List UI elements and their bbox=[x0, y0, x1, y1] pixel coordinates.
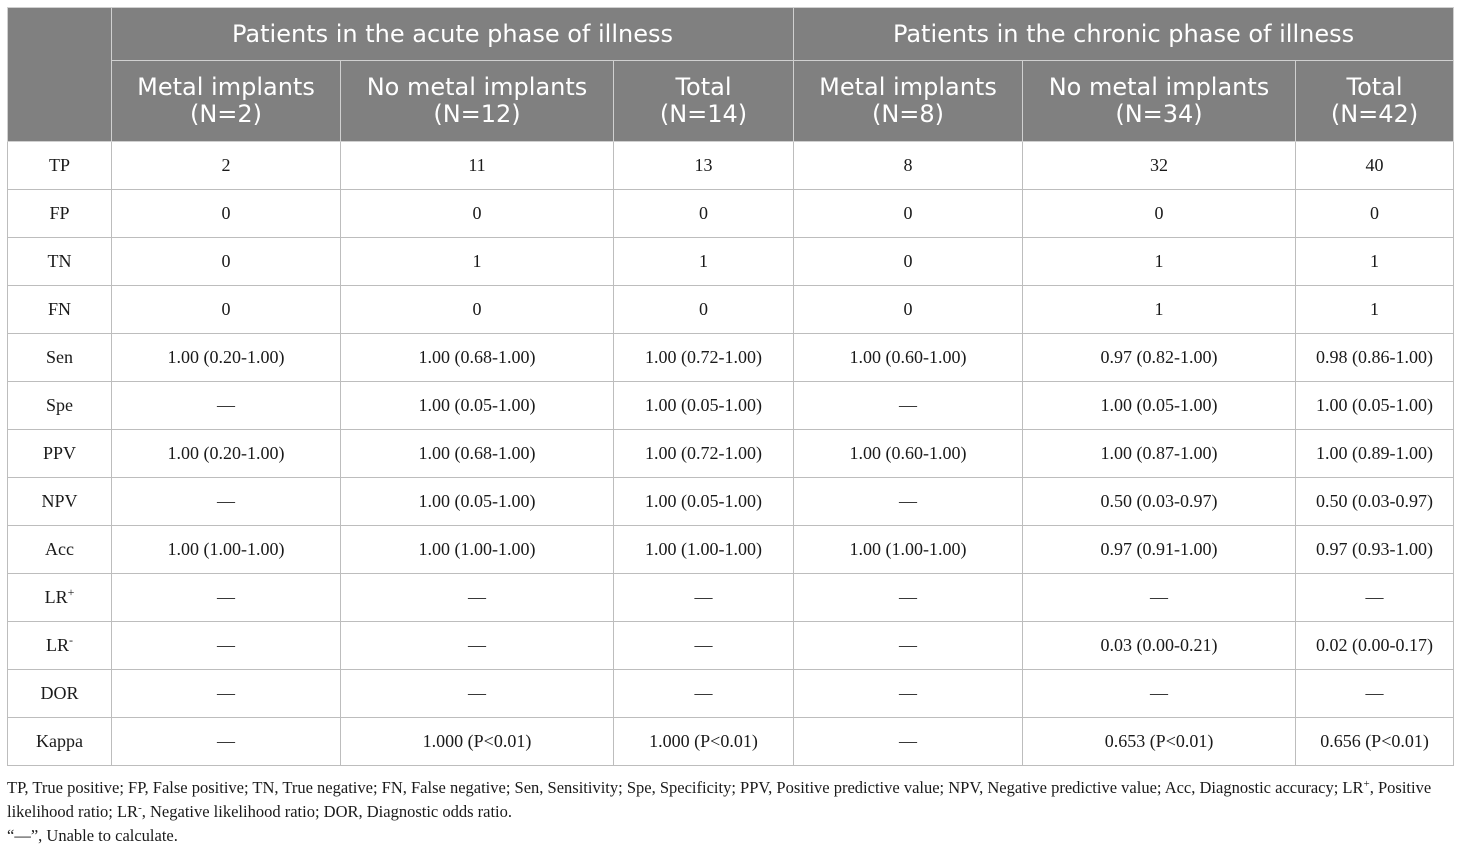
table-cell: 1.00 (0.68-1.00) bbox=[341, 430, 614, 478]
table-row bbox=[8, 238, 1454, 286]
table-cell: 0 bbox=[794, 238, 1023, 286]
column-header-count: (N=34) bbox=[1115, 100, 1203, 128]
table-cell: — bbox=[112, 574, 341, 622]
table-cell: 1.00 (0.05-1.00) bbox=[341, 382, 614, 430]
row-label bbox=[8, 718, 112, 766]
table-row bbox=[8, 478, 1454, 526]
table-cell: 1.000 (P<0.01) bbox=[614, 718, 794, 766]
row-label bbox=[8, 526, 112, 574]
table-cell: 0 bbox=[112, 190, 341, 238]
corner-header-cell bbox=[8, 8, 112, 142]
row-label-text: NPV bbox=[41, 491, 78, 511]
table-cell: 0 bbox=[794, 286, 1023, 334]
row-label bbox=[8, 142, 112, 190]
table-cell: 0.97 (0.93-1.00) bbox=[1296, 526, 1454, 574]
column-header-label: Metal implants bbox=[137, 73, 315, 101]
group-header-row bbox=[8, 8, 1454, 61]
table-cell: 8 bbox=[794, 142, 1023, 190]
row-label bbox=[8, 430, 112, 478]
column-header-label: Total bbox=[675, 73, 732, 101]
table-cell: 1.00 (0.89-1.00) bbox=[1296, 430, 1454, 478]
table-row bbox=[8, 574, 1454, 622]
table-cell: 32 bbox=[1023, 142, 1296, 190]
row-label-text: FP bbox=[49, 203, 70, 223]
table-cell: 2 bbox=[112, 142, 341, 190]
row-label-text: Spe bbox=[46, 395, 73, 415]
row-label bbox=[8, 478, 112, 526]
footnote-text-2: , Positive likelihood ratio; LR bbox=[7, 778, 1432, 821]
group-header-chronic: Patients in the chronic phase of illness bbox=[794, 8, 1454, 61]
column-header bbox=[794, 61, 1023, 142]
row-label-text: TN bbox=[47, 251, 72, 271]
row-label-text: TP bbox=[48, 155, 70, 175]
table-cell: 0 bbox=[112, 238, 341, 286]
row-label-superscript: - bbox=[69, 633, 73, 647]
column-header bbox=[112, 61, 341, 142]
table-cell: — bbox=[794, 382, 1023, 430]
row-label bbox=[8, 238, 112, 286]
table-cell: 0.50 (0.03-0.97) bbox=[1296, 478, 1454, 526]
table-cell: 0 bbox=[112, 286, 341, 334]
table-cell: 1.00 (0.20-1.00) bbox=[112, 430, 341, 478]
table-cell: — bbox=[1023, 574, 1296, 622]
row-label bbox=[8, 574, 112, 622]
table-cell: 0 bbox=[1023, 190, 1296, 238]
table-row bbox=[8, 718, 1454, 766]
table-cell: 11 bbox=[341, 142, 614, 190]
row-label-text: Kappa bbox=[36, 731, 83, 751]
table-cell: — bbox=[794, 574, 1023, 622]
column-header-row bbox=[8, 61, 1454, 142]
table-cell: 1 bbox=[1023, 286, 1296, 334]
row-label bbox=[8, 286, 112, 334]
table-cell: 1.00 (0.05-1.00) bbox=[341, 478, 614, 526]
table-cell: 1 bbox=[1023, 238, 1296, 286]
table-cell: 0 bbox=[341, 190, 614, 238]
row-label bbox=[8, 334, 112, 382]
row-label-text: LR bbox=[44, 587, 68, 607]
table-row bbox=[8, 286, 1454, 334]
table-cell: 1 bbox=[1296, 238, 1454, 286]
row-label-text: PPV bbox=[42, 443, 77, 463]
table-cell: 1.00 (1.00-1.00) bbox=[341, 526, 614, 574]
table-cell: — bbox=[794, 670, 1023, 718]
table-cell: 1.00 (1.00-1.00) bbox=[794, 526, 1023, 574]
table-cell: 0 bbox=[614, 190, 794, 238]
table-cell: 1.00 (0.60-1.00) bbox=[794, 334, 1023, 382]
row-label-text: FN bbox=[47, 299, 71, 319]
table-cell: — bbox=[112, 718, 341, 766]
table-body bbox=[8, 142, 1454, 766]
table-cell: 1.00 (0.05-1.00) bbox=[1296, 382, 1454, 430]
table-cell: 1.00 (0.05-1.00) bbox=[614, 382, 794, 430]
table-cell: — bbox=[614, 574, 794, 622]
table-cell: 1.00 (0.72-1.00) bbox=[614, 430, 794, 478]
footnote-abbreviations bbox=[7, 776, 1455, 824]
row-label bbox=[8, 382, 112, 430]
table-cell: 1 bbox=[341, 238, 614, 286]
column-header bbox=[1023, 61, 1296, 142]
table-cell: — bbox=[614, 622, 794, 670]
table-cell: — bbox=[112, 382, 341, 430]
table-cell: 0 bbox=[794, 190, 1023, 238]
column-header-count: (N=2) bbox=[189, 100, 263, 128]
table-cell: 1.00 (0.87-1.00) bbox=[1023, 430, 1296, 478]
table-row bbox=[8, 670, 1454, 718]
table-cell: — bbox=[341, 622, 614, 670]
table-cell: 1.00 (0.05-1.00) bbox=[1023, 382, 1296, 430]
table-cell: 1.00 (1.00-1.00) bbox=[112, 526, 341, 574]
table-cell: 1.00 (0.05-1.00) bbox=[614, 478, 794, 526]
column-header bbox=[614, 61, 794, 142]
table-cell: 1.00 (0.68-1.00) bbox=[341, 334, 614, 382]
table-cell: — bbox=[614, 670, 794, 718]
table-cell: — bbox=[341, 670, 614, 718]
table-cell: 0.97 (0.91-1.00) bbox=[1023, 526, 1296, 574]
row-label bbox=[8, 670, 112, 718]
table-cell: 1.000 (P<0.01) bbox=[341, 718, 614, 766]
column-header-label: No metal implants bbox=[1048, 73, 1270, 101]
table-cell: 13 bbox=[614, 142, 794, 190]
results-table-container bbox=[7, 7, 1453, 766]
table-cell: — bbox=[1296, 574, 1454, 622]
table-row bbox=[8, 334, 1454, 382]
table-cell: 0.50 (0.03-0.97) bbox=[1023, 478, 1296, 526]
table-cell: 0.656 (P<0.01) bbox=[1296, 718, 1454, 766]
table-cell: — bbox=[341, 574, 614, 622]
table-row bbox=[8, 526, 1454, 574]
table-cell: — bbox=[1296, 670, 1454, 718]
table-cell: — bbox=[112, 622, 341, 670]
column-header-label: Metal implants bbox=[819, 73, 997, 101]
table-cell: 0 bbox=[1296, 190, 1454, 238]
column-header-count: (N=12) bbox=[433, 100, 521, 128]
table-cell: — bbox=[794, 622, 1023, 670]
table-cell: — bbox=[794, 478, 1023, 526]
table-cell: 40 bbox=[1296, 142, 1454, 190]
table-cell: — bbox=[1023, 670, 1296, 718]
table-cell: 1 bbox=[1296, 286, 1454, 334]
table-row bbox=[8, 622, 1454, 670]
table-footnote bbox=[7, 776, 1455, 848]
column-header-count: (N=14) bbox=[659, 100, 748, 128]
table-cell: 0.03 (0.00-0.21) bbox=[1023, 622, 1296, 670]
diagnostic-results-table bbox=[7, 7, 1454, 766]
row-label-text: DOR bbox=[40, 683, 79, 703]
footnote-text-3: , Negative likelihood ratio; DOR, Diagnostic odds ratio. bbox=[141, 802, 513, 821]
table-cell: 1.00 (0.60-1.00) bbox=[794, 430, 1023, 478]
table-cell: 0.653 (P<0.01) bbox=[1023, 718, 1296, 766]
table-cell: — bbox=[794, 718, 1023, 766]
table-cell: 1.00 (0.72-1.00) bbox=[614, 334, 794, 382]
footnote-dash-note: “—”, Unable to calculate. bbox=[7, 826, 178, 845]
column-header bbox=[1296, 61, 1454, 142]
column-header-label: No metal implants bbox=[366, 73, 588, 101]
column-header bbox=[341, 61, 614, 142]
row-label bbox=[8, 622, 112, 670]
table-cell: 1 bbox=[614, 238, 794, 286]
row-label-text: LR bbox=[45, 635, 69, 655]
table-row bbox=[8, 430, 1454, 478]
table-cell: 1.00 (1.00-1.00) bbox=[614, 526, 794, 574]
row-label-text: Acc bbox=[45, 539, 74, 559]
footnote-text-1: TP, True positive; FP, False positive; TN, True negative; FN, False negative; Sen, Sensitivity; Spe, Specificity; PPV, Positive predictive value; NPV, Negative predictive value; Acc, Diagnostic accuracy; LR bbox=[7, 778, 1364, 797]
group-header-acute: Patients in the acute phase of illness bbox=[112, 8, 794, 61]
table-cell: 0 bbox=[614, 286, 794, 334]
column-header-label: Total bbox=[1346, 73, 1403, 101]
table-cell: 1.00 (0.20-1.00) bbox=[112, 334, 341, 382]
table-cell: 0 bbox=[341, 286, 614, 334]
row-label bbox=[8, 190, 112, 238]
column-header-count: (N=42) bbox=[1330, 100, 1419, 128]
footnote-sup-plus: + bbox=[1363, 778, 1370, 790]
table-cell: 0.97 (0.82-1.00) bbox=[1023, 334, 1296, 382]
table-row bbox=[8, 190, 1454, 238]
table-cell: — bbox=[112, 670, 341, 718]
table-cell: 0.98 (0.86-1.00) bbox=[1296, 334, 1454, 382]
table-row bbox=[8, 142, 1454, 190]
footnote-sup-minus: - bbox=[138, 802, 142, 814]
row-label-superscript: + bbox=[67, 585, 75, 599]
table-row bbox=[8, 382, 1454, 430]
table-cell: — bbox=[112, 478, 341, 526]
row-label-text: Sen bbox=[46, 347, 73, 367]
column-header-count: (N=8) bbox=[871, 100, 945, 128]
table-cell: 0.02 (0.00-0.17) bbox=[1296, 622, 1454, 670]
